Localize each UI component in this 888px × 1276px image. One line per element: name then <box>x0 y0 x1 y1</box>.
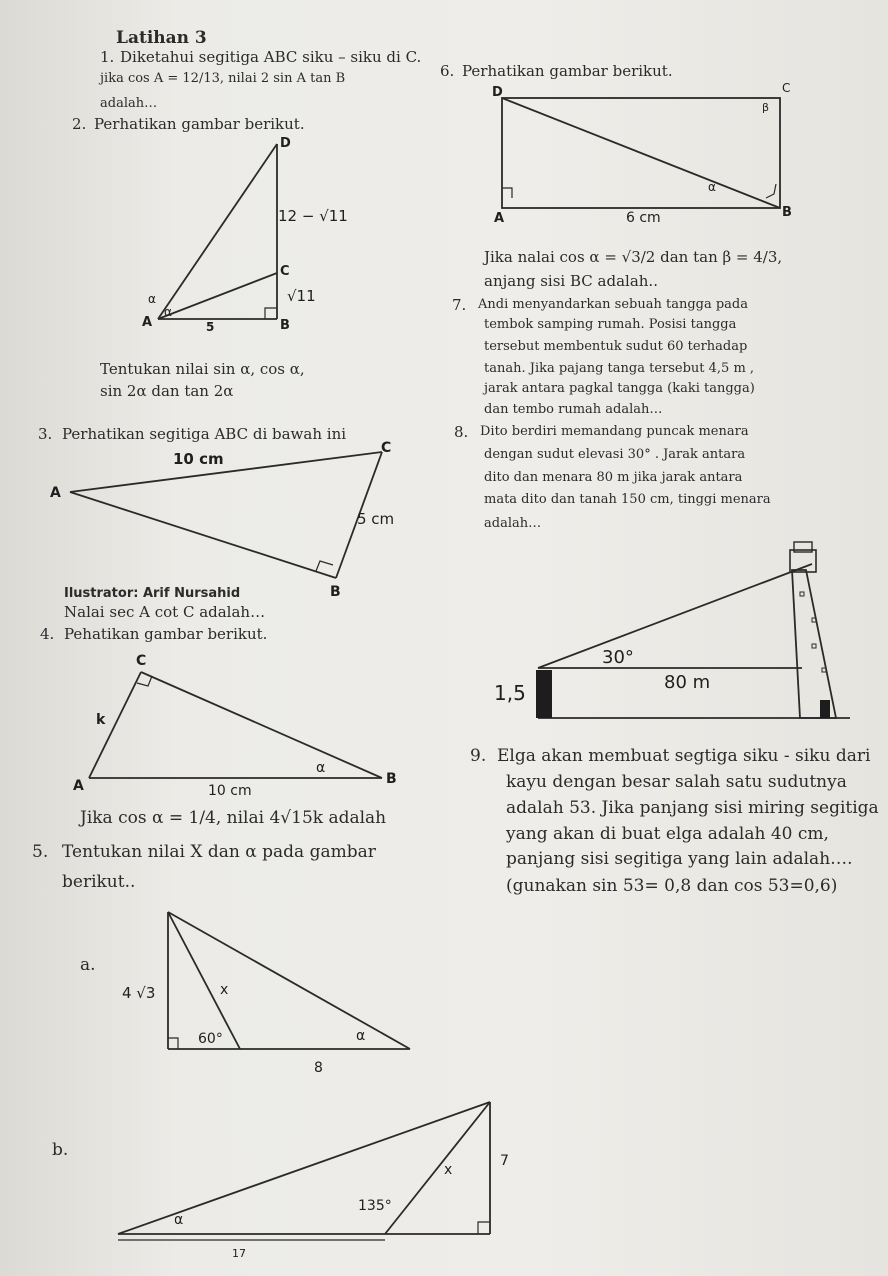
q3-label-a: A <box>50 485 61 501</box>
q4-label-a: A <box>73 778 84 794</box>
q8-label-distance: 80 m <box>664 672 711 693</box>
q2-label-dc: 12 − √11 <box>278 207 348 225</box>
q2-label-b: B <box>280 318 290 333</box>
q6-number: 6. <box>440 62 455 80</box>
q2-task2: sin 2α dan tan 2α <box>100 382 234 400</box>
q3-label-bc: 5 cm <box>357 510 395 528</box>
q8-line2: dengan sudut elevasi 30° . Jarak antara <box>484 447 746 462</box>
q5-line1: Tentukan nilai X dan α pada gambar <box>62 842 376 862</box>
q9-number: 9. <box>470 746 487 766</box>
q6-angle-mark <box>766 184 776 198</box>
q5b-label: b. <box>52 1140 69 1160</box>
q2-number: 2. <box>72 115 87 133</box>
q3-label-c: C <box>381 440 392 456</box>
q2-label-alpha2: α <box>164 305 172 319</box>
q2-label-c: C <box>280 264 290 279</box>
q4-label-k: k <box>96 712 106 728</box>
q5a-figure <box>110 900 410 1076</box>
q5b-figure <box>100 1100 509 1260</box>
q9-line2: kayu dengan besar salah satu sudutnya <box>506 772 847 792</box>
q2-text: Perhatikan gambar berikut. <box>94 115 305 133</box>
q5a-right-angle <box>168 1038 178 1049</box>
q5a-label-x: x <box>220 982 229 998</box>
q5a-label-side: 4 √3 <box>122 984 156 1002</box>
q7-line2: tembok samping rumah. Posisi tangga <box>484 317 737 332</box>
q6-label-ab: 6 cm <box>626 210 661 226</box>
q5b-label-x: x <box>444 1162 453 1178</box>
q4-label-ab: 10 cm <box>208 783 252 799</box>
q2-label-d: D <box>280 136 291 151</box>
q6-line1: Jika nalai cos α = √3/2 dan tan β = 4/3, <box>484 248 783 266</box>
q3-figure <box>40 440 395 600</box>
q3-right-angle <box>316 561 333 571</box>
q5a-label-base: 8 <box>314 1060 323 1076</box>
q5a-label-alpha: α <box>356 1028 366 1044</box>
q3-number: 3. <box>38 425 53 443</box>
q8-number: 8. <box>454 423 469 441</box>
q4-figure <box>60 650 400 800</box>
q3-ask: Nalai sec A cot C adalah… <box>64 603 266 621</box>
q6-label-alpha: α <box>708 180 716 194</box>
q1-line1: Diketahui segitiga ABC siku – siku di C. <box>120 48 422 66</box>
q6-label-beta: β <box>762 101 770 114</box>
q8-observer <box>536 670 552 718</box>
q7-line4: tanah. Jika pajang tanga tersebut 4,5 m , <box>484 361 755 376</box>
q4-label-b: B <box>386 771 397 787</box>
q3-line-ac <box>70 452 382 492</box>
q6-text: Perhatikan gambar berikut. <box>462 62 673 80</box>
q8-line1: Dito berdiri memandang puncak menara <box>480 424 749 439</box>
q1-number: 1. <box>100 48 115 66</box>
q5b-right-angle <box>478 1222 490 1234</box>
q4-label-alpha: α <box>316 760 326 776</box>
q8-line5: adalah… <box>484 516 542 531</box>
q6-label-c: C <box>782 81 791 95</box>
q8-tower-top <box>790 550 816 572</box>
q6-label-a: A <box>494 211 505 226</box>
q7-line3: tersebut membentuk sudut 60 terhadap <box>484 339 748 354</box>
q8-tower-window-3 <box>812 644 816 648</box>
q4-label-c: C <box>136 653 147 669</box>
q6-label-b: B <box>782 205 792 220</box>
q7-line6: dan tembo rumah adalah… <box>484 402 663 417</box>
q6-right-angle <box>502 188 512 198</box>
q6-diagonal <box>502 98 780 208</box>
q5b-label-side: 7 <box>500 1153 509 1169</box>
q3-line-ab <box>70 492 336 578</box>
q6-figure <box>480 80 800 230</box>
q2-figure <box>130 135 380 335</box>
q2-label-cb: √11 <box>287 287 316 305</box>
q8-sight-line <box>538 564 812 668</box>
q8-tower-window-1 <box>800 592 804 596</box>
q8-label-height: 1,5 <box>494 681 526 705</box>
q9-line3: adalah 53. Jika panjang sisi miring segitiga <box>506 798 879 818</box>
q8-line4: mata dito dan tanah 150 cm, tinggi menara <box>484 492 771 507</box>
q9-line1: Elga akan membuat segtiga siku - siku dari <box>497 746 871 766</box>
q5a-label: a. <box>80 955 96 975</box>
q8-figure <box>490 540 850 720</box>
q2-right-angle <box>265 308 277 319</box>
q6-line2: anjang sisi BC adalah.. <box>484 272 658 290</box>
q2-label-a: A <box>142 315 153 330</box>
q2-label-ab: 5 <box>206 320 215 334</box>
q7-line5: jarak antara pagkal tangga (kaki tangga) <box>484 381 755 396</box>
q4-number: 4. <box>40 625 55 643</box>
q3-label-ac: 10 cm <box>173 450 224 468</box>
q9-line4: yang akan di buat elga adalah 40 cm, <box>506 824 829 844</box>
q7-line1: Andi menyandarkan sebuah tangga pada <box>478 297 748 312</box>
q1-line2: jika cos A = 12/13, nilai 2 sin A tan B <box>100 71 346 86</box>
q3-text: Perhatikan segitiga ABC di bawah ini <box>62 425 347 443</box>
q8-label-angle: 30° <box>602 647 634 668</box>
q4-ask: Jika cos α = 1/4, nilai 4√15k adalah <box>80 808 387 828</box>
q6-label-d: D <box>492 85 503 100</box>
q7-number: 7. <box>452 296 467 314</box>
q5b-label-alpha: α <box>174 1212 184 1228</box>
worksheet-title: Latihan 3 <box>116 28 207 48</box>
q8-tower-door <box>820 700 830 718</box>
q2-label-alpha1: α <box>148 292 156 306</box>
q3-label-b: B <box>330 584 341 600</box>
q9-line6: (gunakan sin 53= 0,8 dan cos 53=0,6) <box>506 876 838 896</box>
q5a-label-angle: 60° <box>198 1031 223 1047</box>
q5-line2: berikut.. <box>62 872 136 892</box>
q4-text: Pehatikan gambar berikut. <box>64 625 268 643</box>
q2-task1: Tentukan nilai sin α, cos α, <box>100 360 305 378</box>
q4-line-cb <box>141 672 382 778</box>
q5-number: 5. <box>32 842 49 862</box>
q2-line-ac <box>158 273 277 319</box>
q8-line3: dito dan menara 80 m jika jarak antara <box>484 470 743 485</box>
q5b-label-angle: 135° <box>358 1198 392 1214</box>
q2-line-ad <box>158 144 277 319</box>
q9-line5: panjang sisi segitiga yang lain adalah…. <box>506 849 853 869</box>
q1-line3: adalah… <box>100 96 158 111</box>
q3-illustrator: Ilustrator: Arif Nursahid <box>64 586 241 601</box>
q5b-label-base: 17 <box>232 1247 246 1260</box>
q5b-line-inner <box>385 1102 490 1234</box>
